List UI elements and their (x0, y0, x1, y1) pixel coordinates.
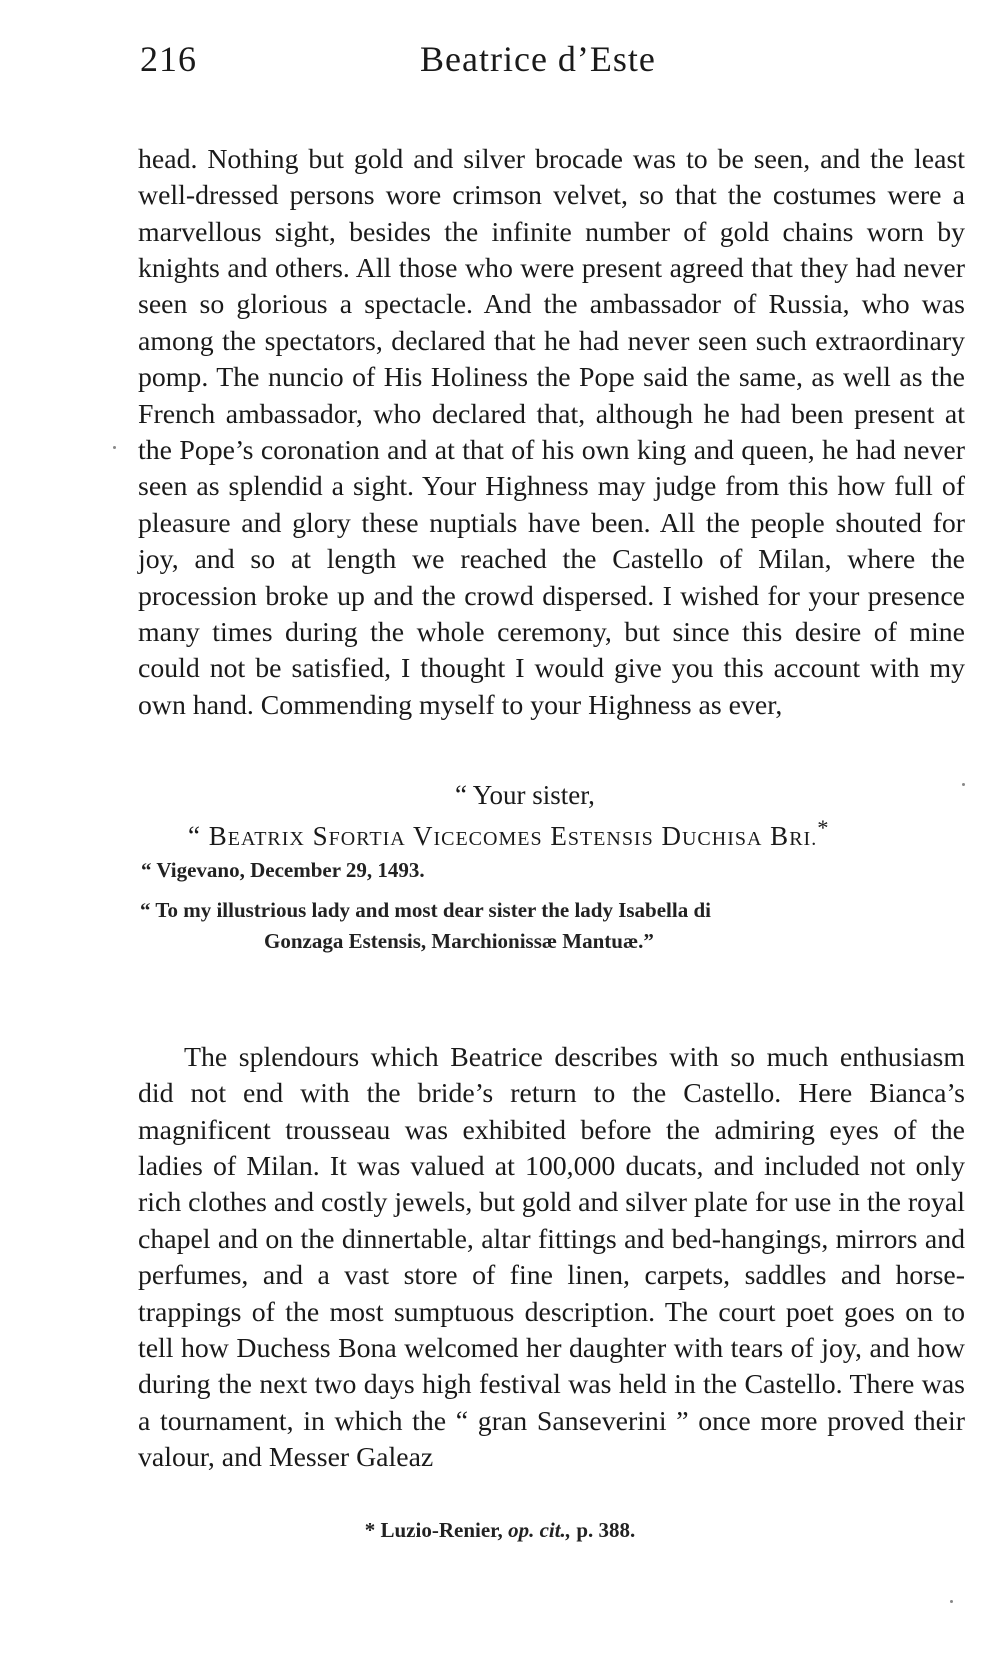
footnote-author: Luzio-Renier, (380, 1518, 503, 1542)
signature-word: SFORTIA (312, 821, 406, 851)
footnote (0, 1518, 1000, 1543)
scan-speck (113, 446, 116, 449)
letter-signature (188, 815, 829, 852)
signature-word: DUCHISA (661, 821, 763, 851)
running-title: Beatrice d’Este (420, 39, 656, 79)
footnote-marker: * (364, 1518, 376, 1542)
letter-dateline: “ Vigevano, December 29, 1493. (141, 858, 425, 882)
footnote-page: p. 388. (576, 1518, 636, 1542)
footnote-citation: op. cit., (508, 1518, 572, 1542)
signature-open-quote: “ (188, 821, 201, 851)
signature-word: ESTENSIS (550, 821, 654, 851)
scan-speck (962, 783, 965, 786)
body-paragraph-2: The splendours which Beatrice describes with so much enthusiasm did not end with the bride’s return to the Castello. Here Bianca’s magnificent trousseau was exhibited before the admiring eyes of the ladies of Milan. It was valued at 100,000 ducats, and included not only rich clothes and costly jewels, but gold and silver plate for use in the royal chapel and on the dinnertable, altar fittings and bed-hangings, mirrors and perfumes, and a vast store of fine linen, carpets, saddles and horse-trappings of the most sumptuous description. The court poet goes on to tell how Duchess Bona welcomed her daughter with tears of joy, and how during the next two days high festival was held in the Castello. There was a tournament, in which the “ gran Sanseverini ” once more proved their valour, and Messer Galeaz (138, 1041, 965, 1474)
signature-word: BEATRIX (208, 821, 305, 851)
address-line-1: “ To my illustrious lady and most dear sister the lady Isabella di (140, 898, 711, 922)
page-header (140, 38, 980, 88)
page-number: 216 (140, 39, 197, 79)
footnote-marker: * (817, 815, 830, 840)
letter-address (140, 895, 966, 957)
scan-speck (950, 1600, 953, 1603)
letter-closing: “ Your sister, (455, 780, 595, 810)
address-line-2: Gonzaga Estensis, Marchionissæ Mantuæ.” (264, 929, 654, 953)
signature-word: VICECOMES (412, 821, 543, 851)
signature-word: BRI. (770, 821, 818, 851)
body-paragraph-1: head. Nothing but gold and silver brocade was to be seen, and the least well-dressed persons wore crimson velvet, so that the costumes were a marvellous sight, besides the infinite number of gold chains worn by knights and others. All those who were present agreed that they had never seen so glorious a spectacle. And the ambassador of Russia, who was among the spectators, declared that he had never seen such extraordinary pomp. The nuncio of His Holiness the Pope said the same, as well as the French ambassador, who declared that, although he had been present at the Pope’s coronation and at that of his own king and queen, he had never seen as splendid a sight. Your Highness may judge from this how full of pleasure and glory these nuptials have been. All the people shouted for joy, and so at length we reached the Castello of Milan, where the procession broke up and the crowd dispersed. I wished for your presence many times during the whole ceremony, but since this desire of mine could not be satisfied, I thought I would give you this account with my own hand. Commending myself to your Highness as ever, (138, 143, 965, 721)
